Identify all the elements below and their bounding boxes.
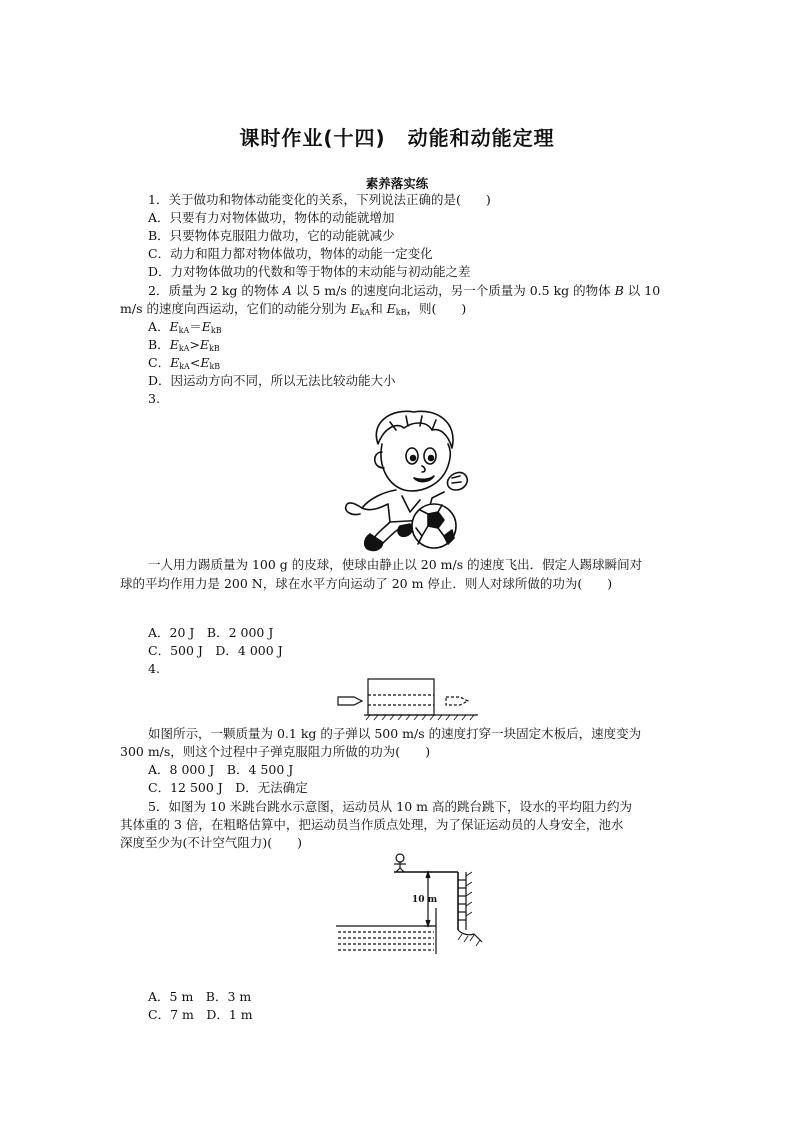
q4-stem-line1: 如图所示，一颗质量为 0.1 kg 的子弹以 500 m/s 的速度打穿一块固定木板后，速度变为 bbox=[148, 726, 642, 741]
q4-options-ab: A．8 000 J B．4 500 J bbox=[148, 762, 294, 777]
q1-option-a: A．只要有力对物体做功，物体的动能就增加 bbox=[148, 210, 395, 225]
height-label: 10 m bbox=[412, 895, 438, 905]
q2-option-d: D．因运动方向不同，所以无法比较动能大小 bbox=[148, 373, 396, 388]
boy-kicking-ball-figure bbox=[340, 404, 480, 552]
q1-stem: 1．关于做功和物体动能变化的关系，下列说法正确的是( ) bbox=[148, 192, 491, 207]
q2-option-a: A．$E_{kA}=E_{kB}$ bbox=[148, 319, 222, 335]
q5-stem-line1: 5．如图为 10 米跳台跳水示意图，运动员从 10 m 高的跳台跳下，设水的平均阻力约为 bbox=[148, 799, 632, 814]
q2-option-b: B．$E_{kA}>E_{kB}$ bbox=[148, 337, 220, 353]
q2-stem-line2: m/s 的速度向西运动，它们的动能分别为 $E_{kA}$和 $E_{kB}$，则( ) bbox=[120, 301, 467, 317]
q5-options-cd: C．7 m D．1 m bbox=[148, 1007, 253, 1022]
q5-stem-line3: 深度至少为(不计空气阻力)( ) bbox=[120, 835, 303, 850]
page-title bbox=[0, 122, 794, 151]
q4-number: 4. bbox=[148, 661, 160, 676]
q1-option-c: C．动力和阻力都对物体做功，物体的动能一定变化 bbox=[148, 246, 433, 261]
q5-options-ab: A．5 m B．3 m bbox=[148, 989, 252, 1004]
q1-option-d: D．力对物体做功的代数和等于物体的末动能与初动能之差 bbox=[148, 264, 471, 279]
q4-options-cd: C．12 500 J D．无法确定 bbox=[148, 780, 308, 795]
section-heading: 素养落实练 bbox=[365, 176, 429, 191]
q2-stem-line1: 2．质量为 2 kg 的物体 A 以 5 m/s 的速度向北运动，另一个质量为 0.5 kg 的物体 B 以 10 bbox=[148, 283, 661, 298]
q5-stem-line2: 其体重的 3 倍，在粗略估算中，把运动员当作质点处理，为了保证运动员的人身安全，池水 bbox=[120, 817, 624, 832]
q2-option-c: C．$E_{kA}<E_{kB}$ bbox=[148, 355, 221, 371]
q3-options-cd: C．500 J D．4 000 J bbox=[148, 643, 283, 658]
q3-stem-line2: 球的平均作用力是 200 N，球在水平方向运动了 20 m 停止．则人对球所做的功为( ) bbox=[120, 576, 613, 591]
q3-options-ab: A．20 J B．2 000 J bbox=[148, 625, 274, 640]
bullet-board-figure bbox=[334, 675, 484, 721]
q1-option-b: B．只要物体克服阻力做功，它的动能就减少 bbox=[148, 228, 395, 243]
title-main: 课时作业(十四) bbox=[239, 126, 386, 150]
q3-number: 3. bbox=[148, 391, 160, 406]
q4-stem-line2: 300 m/s，则这个过程中子弹克服阻力所做的功为( ) bbox=[120, 744, 431, 759]
title-sub: 动能和动能定理 bbox=[407, 126, 555, 150]
diving-platform-figure bbox=[334, 850, 490, 956]
q3-stem-line1: 一人用力踢质量为 100 g 的皮球，使球由静止以 20 m/s 的速度飞出．假定人踢球瞬间对 bbox=[148, 557, 643, 572]
